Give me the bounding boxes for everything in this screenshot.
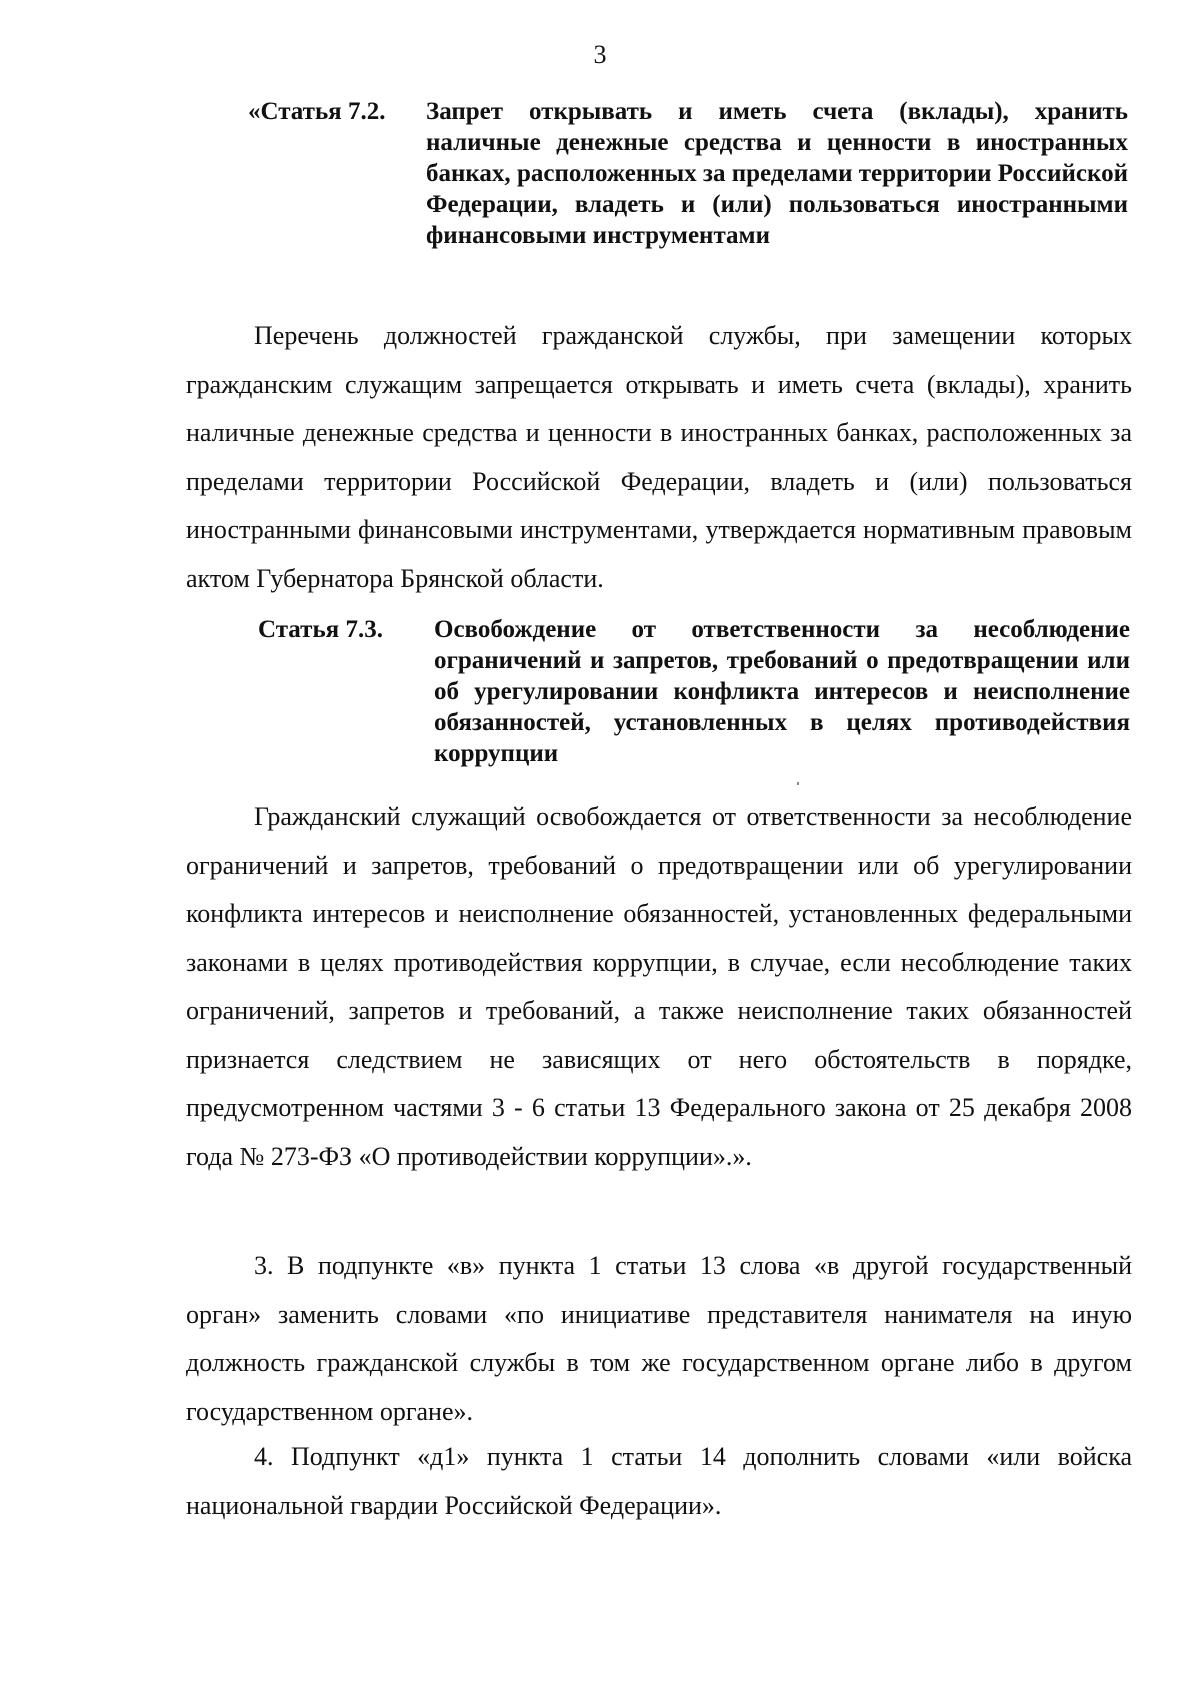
article-7-3-title: Освобождение от ответственности за несоблюдение ограничений и запретов, требований о предотвращении или об урегулировании конфликта интересов и неисполнение обязанностей, установленных в целях противодействия коррупции <box>434 616 1130 767</box>
article-7-3-label: Статья 7.3. <box>258 616 383 643</box>
article-7-2-paragraph: Перечень должностей гражданской службы, при замещении которых гражданским служащим запрещается открывать и иметь счета (вклады), хранить наличные денежные средства и ценности в иностранных банках, расположенных за пределами территории Российской Федерации, владеть и (или) пользоваться иностранными финансовыми инструментами, утверждается нормативным правовым актом Губернатора Брянской области. <box>186 321 1132 593</box>
amendment-item-4: 4. Подпункт «д1» пункта 1 статьи 14 дополнить словами «или войска национальной гвардии Российской Федерации». <box>186 1442 1132 1520</box>
article-7-2-label: «Статья 7.2. <box>248 98 386 125</box>
scan-speck <box>797 782 799 785</box>
article-7-2-title: Запрет открывать и иметь счета (вклады), хранить наличные денежные средства и ценности в иностранных банках, расположенных за пределами территории Российской Федерации, владеть и (или) пользоваться иностранными финансовыми инструментами <box>426 98 1128 249</box>
article-7-2-heading <box>248 96 1128 296</box>
article-7-3-paragraph: Гражданский служащий освобождается от ответственности за несоблюдение ограничений и запретов, требований о предотвращении или об урегулировании конфликта интересов и неисполнение обязанностей, установленных федеральными законами в целях противодействия коррупции, в случае, если несоблюдение таких ограничений, запретов и требований, а также неисполнение таких обязанностей признается следствием не зависящих от него обстоятельств в порядке, предусмотренном частями 3 - 6 статьи 13 Федерального закона от 25 декабря 2008 года № 273-ФЗ «О противодействии коррупции».». <box>186 802 1132 1171</box>
amendment-item-3: 3. В подпункте «в» пункта 1 статьи 13 слова «в другой государственный орган» заменить словами «по инициативе представителя нанимателя на иную должность гражданской службы в том же государственном органе либо в другом государственном органе». <box>186 1251 1132 1426</box>
article-7-3-heading <box>258 614 1130 784</box>
page-number: 3 <box>593 40 607 69</box>
